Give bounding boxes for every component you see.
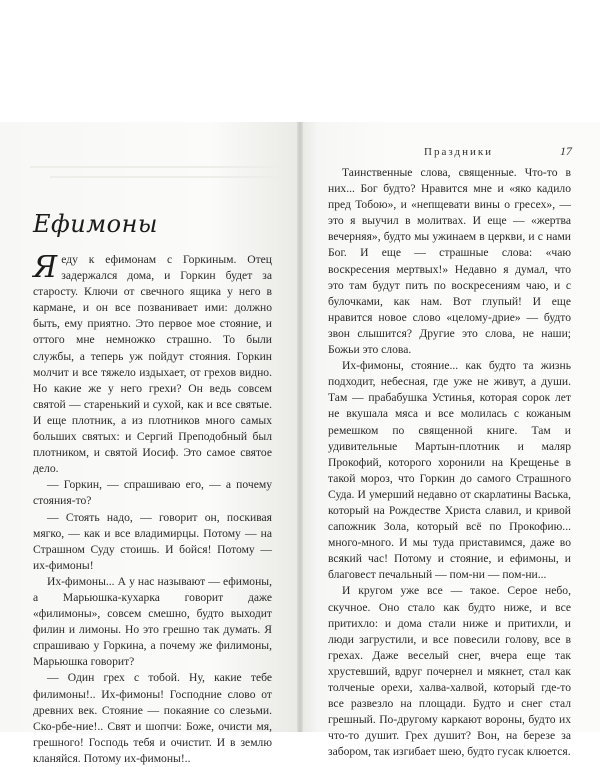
paragraph: Таинственные слова, священные. Что-то в них... Бог будто? Нравится мне и «яко кадило пред Тобою», и «непщевати вины о гресех», — это я выучил в молитвах. И еще — «жертва вечерняя», будто мы ужинаем в церкви, и с нами Бог. И еще — страшные слова: «чаю воскресения мертвых!» Недавно я думал, что это там будут пить по воскресениям чаю, и с булочками, как нам. Вот глупый! И еще нравится новое слово «целому-дрие» — будто звон слышится? Другие это слова, не наши; Божьи это слова. <box>328 166 571 357</box>
book-gutter <box>297 122 303 732</box>
paragraph: Яеду к ефимонам с Горкиным. Отец задержался дома, и Горкин будет за старосту. Ключи от свечного ящика у него в кармане, и он все позванивает ими: должно быть, ему приятно. Это первое мое стояние, и оттого мне немножко страшно. То были службы, а теперь уж пойдут стояния. Горкин молчит и все тяжело издыхает, от грехов видно. Но какие же у него грехи? Он ведь совсем святой — старенький и сухой, как и все святые. И еще плотник, а из плотников много самых больших святых: и Сергий Преподобный был плотником, и святой Иосиф. Это самое святое дело. <box>33 250 272 476</box>
paragraph: Их-фимоны, стояние... как будто та жизнь подходит, небесная, где уже не живут, а души. Там — прабабушка Устинья, которая сорок лет не вкушала мяса и все молилась с кожаным ремешком по священной книге. Там и удивительные Мартын-плотник и маляр Прокофий, которого хоронили на Крещенье в такой мороз, что Горкин до самого Страшного Суда. И умерший недавно от скарлатины Васька, который на Рождестве Христа славил, и кривой сапожник Зола, который всё по Прокофию... много-много. И мы туда приставимся, даже во всякий час! Потому и стояние, и ефимоны, и благовест печальный — пом-ни — пом-ни... <box>328 359 571 582</box>
running-head: Праздники <box>424 146 494 158</box>
left-page-text <box>33 252 272 767</box>
bleed-through-text <box>30 160 280 200</box>
paragraph: — Один грех с тобой. Ну, какие тебе филимоны!.. Их-фимоны! Господние слово от древних век. Стояние — покаяние со слезьми. Ско-рбе-ние!.. Свят и шопчи: Боже, очисти мя, грешного! Господь тебя и очистит. И в землю кланяйся. Потому их-фимоны!.. <box>33 671 272 765</box>
right-page-text <box>328 165 571 760</box>
paragraph: Их-фимоны... А у нас называют — ефимоны, а Марьюшка-кухарка говорит даже «филимоны», совсем смешно, будто выходит филин и лимоны. Но это грешно так думать. Я спрашиваю у Горкина, а почему же филимоны, Марьюшка говорит? <box>33 574 272 669</box>
paragraph: И кругом уже все — такое. Серое небо, скучное. Оно стало как будто ниже, и все притихло: и дома стали ниже и притихли, и люди загрустили, и все повесили голову, все в грехах. Даже веселый снег, вчера еще так хрустевший, вдруг почернел и мякнет, стал как толченые орехи, халва-халвой, который где-то все развезло на площади. Будто и снег стал грешный. По-другому каркают вороны, будто их что-то душит. Грех душит? Вон, на березе за забором, так изгибает шею, будто гусак клюется. <box>328 584 571 759</box>
paragraph: — Горкин, — спрашиваю его, — а почему стояния-то? <box>33 478 272 508</box>
drop-cap: Я <box>33 250 58 285</box>
paragraph: — Стоять надо, — говорит он, поскивая мягко, — как и все владимирцы. Потому — на Страшном Суду стоишь. И бойся! Потому — их-фимоны! <box>33 510 272 572</box>
page-number: 17 <box>560 144 572 158</box>
chapter-title: Ефимоны <box>33 210 158 238</box>
